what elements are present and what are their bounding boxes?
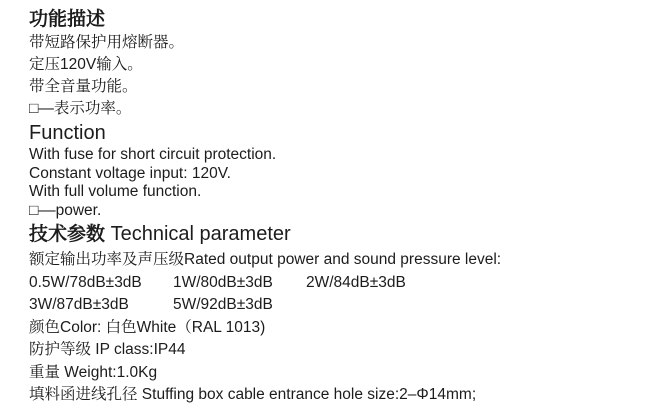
feature-line-volume-en: With full volume function. (29, 183, 202, 200)
feature-line-fuse-en: With fuse for short circuit protection. (29, 146, 277, 163)
power-spl-row-1 (29, 272, 650, 295)
color-line: 颜色Color: 白色White（RAL 1013) (29, 318, 266, 336)
feature-line-volume-zh: 带全音量功能。 (29, 78, 138, 95)
feature-line-power-symbol-zh: □—表示功率。 (29, 100, 132, 117)
feature-line-fuse-zh: 带短路保护用熔断器。 (29, 34, 185, 51)
feature-line-voltage-en: Constant voltage input: 120V. (29, 164, 231, 182)
power-spl-value: 3W/87dB±3dB (29, 296, 129, 313)
feature-line-power-symbol-en: □––power. (29, 201, 102, 219)
power-spl-value: 5W/92dB±3dB (173, 296, 273, 313)
rated-output-line: 额定输出功率及声压级Rated output power and sound pressure level: (29, 251, 502, 268)
technical-heading-en: Technical parameter (105, 223, 291, 245)
function-heading-en: Function (29, 122, 106, 144)
ip-class-line: 防护等级 IP class:IP44 (29, 341, 186, 358)
feature-line-voltage-zh: 定压120V输入。 (29, 56, 143, 73)
technical-parameter-heading (29, 220, 650, 249)
function-description-heading-zh: 功能描述 (29, 9, 106, 30)
technical-heading-zh: 技术参数 (29, 224, 106, 245)
power-spl-row-2 (29, 294, 650, 317)
power-spl-value: 0.5W/78dB±3dB (29, 273, 142, 291)
cable-hole-line: 填料函进线孔径 Stuffing box cable entrance hole size:2–Φ14mm; (29, 386, 477, 403)
weight-line: 重量 Weight:1.0Kg (29, 363, 158, 381)
power-spl-value: 1W/80dB±3dB (173, 273, 273, 291)
power-spl-value: 2W/84dB±3dB (306, 273, 406, 291)
